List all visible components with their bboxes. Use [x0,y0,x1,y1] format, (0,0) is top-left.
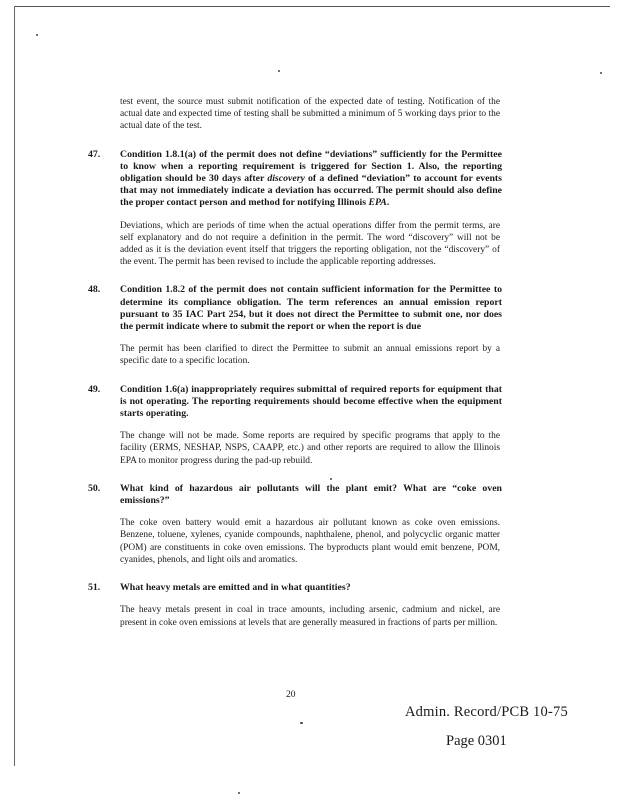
comment-item [0,582,622,629]
response-text: Deviations, which are periods of time when the actual operations differ from the permit terms, are self explanatory and do not require a definition in the permit. The word “discovery” will not be added as it is the deviation event itself that triggers the reporting obligation, not the “discovery” of the event. The permit has been revised to include the applicable reporting addresses. [120,220,500,268]
comment-text [120,284,502,333]
scan-edge-top [14,6,610,7]
scan-speck [300,722,303,724]
admin-record-page-stamp: Page 0301 [446,733,507,749]
response-text: The permit has been clarified to direct the Permittee to submit an annual emissions report by a specific date to a specific location. [120,344,500,367]
comment-text [120,483,502,507]
comment-text [120,582,502,594]
scan-speck [238,792,240,794]
comment-number: 50. [88,482,101,494]
comment-text-segment: Condition 1.8.2 of the permit does not contain sufficient information for the Permittee to determine its compliance obligation. The term references an annual emission report pursuant to 35 IAC Part 254, but it does not direct the Permittee to submit one, nor does the permit indicate where to submit the report or when the report is due [120,284,502,333]
response-text: The coke oven battery would emit a hazardous air pollutant known as coke oven emissions. Benzene, toluene, xylenes, cyanide compounds, naphthalene, phenol, and polycyclic organic matter (POM) are constituents in coke oven emissions. The byproducts plant would emit benzene, POM, cyanides, phenols, and light oils and aromatics. [120,518,500,565]
comment-item [0,149,622,269]
scan-speck [278,70,280,72]
page-number: 20 [286,690,296,700]
comment-text-segment: What heavy metals are emitted and in what quantities? [120,582,351,594]
scan-speck [36,34,38,36]
comment-item [0,384,622,467]
comment-text [120,384,502,421]
comment-number: 47. [88,148,101,160]
comment-text-segment: EPA [368,197,387,209]
document-body [0,96,622,629]
response-text: The change will not be made. Some reports are required by specific programs that apply to the facility (ERMS, NESHAP, NSPS, CAAPP, etc.) and other reports are required to allow the Illinois EPA to monitor progress during the pad-up rebuild. [120,431,500,466]
comment-number: 51. [88,582,101,594]
continuation-paragraph: test event, the source must submit notification of the expected date of testing. Notification of the actual date and expected time of testing shall be submitted a minimum of 5 working days prior to the actual date of the test. [120,97,500,132]
comment-text-segment: . [386,197,390,209]
comment-text-segment: discovery [267,173,305,185]
comment-text-segment: Condition 1.8.1(a) of the permit does not define “deviations” sufficiently for the Permittee to know when a reporting requirement is triggered for Section 1. Also, the reporting obligation should be 30 days after [120,148,502,185]
comment-item [0,483,622,566]
scan-speck [600,72,602,74]
comment-response-list [0,149,622,629]
response-text: The heavy metals present in coal in trace amounts, including arsenic, cadmium and nickel, are present in coke oven emissions at levels that are generally measured in fractions of parts per million. [120,605,500,628]
comment-text [120,149,502,210]
comment-number: 48. [88,284,101,296]
comment-text-segment: of a defined “deviation” to account for events that may not immediately indicate a deviation has occurred. The permit should also define the proper contact person and method for notifying Illinois [120,173,502,209]
comment-item [0,284,622,367]
comment-number: 49. [88,383,101,395]
admin-record-stamp: Admin. Record/PCB 10-75 [405,704,568,720]
comment-text-segment: What kind of hazardous air pollutants will the plant emit? What are “coke oven emissions?” [120,482,502,507]
comment-text-segment: Condition 1.6(a) inappropriately requires submittal of required reports for equipment that is not operating. The reporting requirements should become effective when the equipment starts operating. [120,383,502,420]
